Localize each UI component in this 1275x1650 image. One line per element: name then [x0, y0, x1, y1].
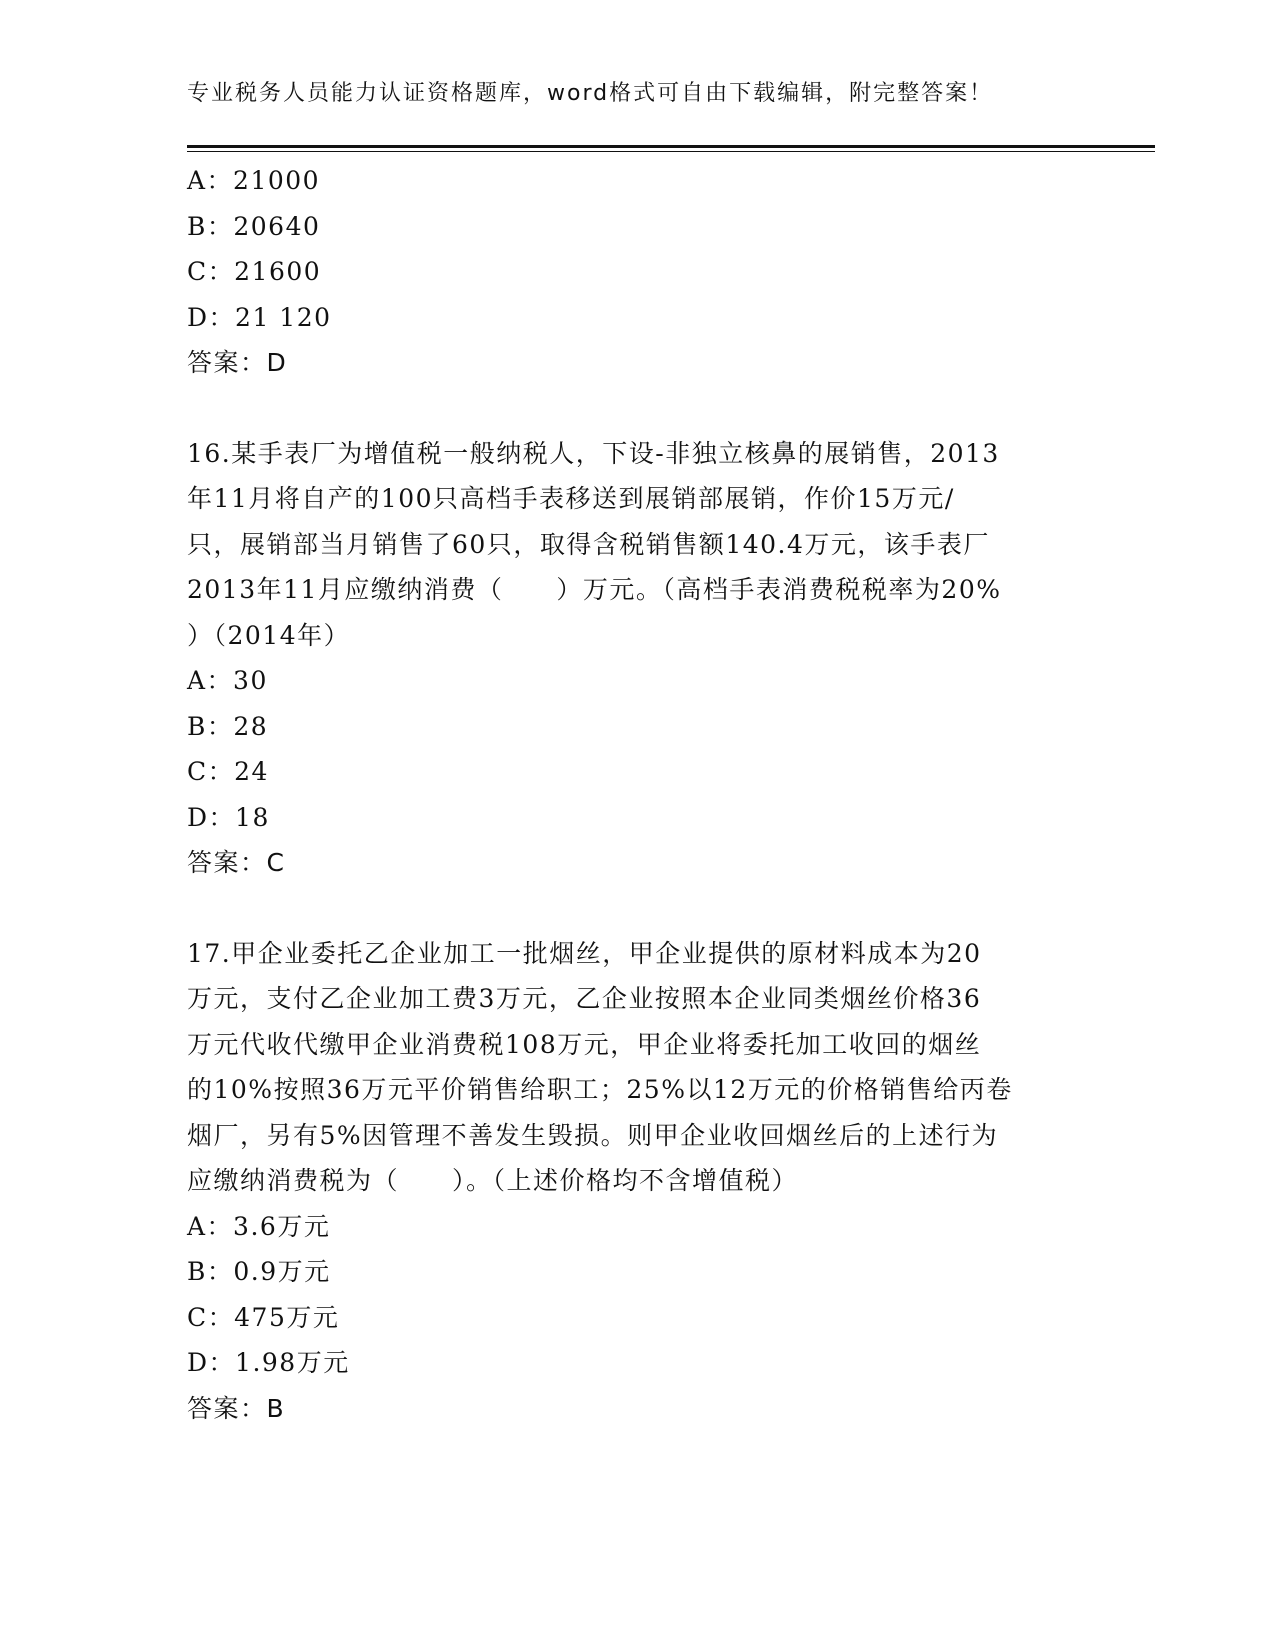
q16-answer: 答案：C [187, 848, 286, 877]
q16-text-line: ）（2014年） [187, 620, 351, 650]
q16-option-b: B：28 [187, 711, 269, 741]
q15-answer: 答案：D [187, 348, 288, 377]
page-header: 专业税务人员能力认证资格题库，word格式可自由下载编辑，附完整答案！ [187, 81, 994, 106]
question-16 [187, 431, 1087, 886]
q17-text-line: 应缴纳消费税为（ ）。（上述价格均不含增值税） [187, 1166, 799, 1195]
q16-option-d: D：18 [187, 802, 270, 832]
q17-text-line: 烟厂，另有5%因管理不善发生毁损。则甲企业收回烟丝后的上述行为 [187, 1120, 999, 1150]
spacer [187, 386, 1087, 431]
q16-text-line: 只，展销部当月销售了60只，取得含税销售额140.4万元，该手表厂 [187, 529, 990, 559]
q17-option-c: C：475万元 [187, 1302, 340, 1332]
q15-option-c: C：21600 [187, 257, 322, 286]
q16-option-c: C：24 [187, 757, 269, 786]
q16-text-line: 16.某手表厂为增值税一般纳税人，下设-非独立核鼻的展销售，2013 [187, 438, 1000, 468]
document-body [187, 158, 1087, 1431]
question-17 [187, 931, 1087, 1432]
q17-answer: 答案：B [187, 1393, 286, 1423]
q15-option-d: D：21 120 [187, 302, 332, 332]
q16-text-line: 年11月将自产的100只高档手表移送到展销部展销，作价15万元/ [187, 484, 955, 513]
q15-option-a: A：21000 [187, 166, 321, 195]
q16-text-line: 2013年11月应缴纳消费（ ）万元。（高档手表消费税税率为20% [187, 575, 1002, 604]
q17-text-line: 的10%按照36万元平价销售给职工；25%以12万元的价格销售给丙卷 [187, 1075, 1013, 1104]
header-rule-thick [187, 145, 1155, 148]
q17-text-line: 17.甲企业委托乙企业加工一批烟丝，甲企业提供的原材料成本为20 [187, 938, 982, 968]
header-rule-thin [187, 151, 1155, 152]
q15-option-b: B：20640 [187, 211, 321, 241]
q17-option-d: D：1.98万元 [187, 1348, 350, 1377]
question-15-tail [187, 158, 1087, 386]
spacer [187, 886, 1087, 931]
q16-option-a: A：30 [187, 666, 268, 695]
q17-text-line: 万元代收代缴甲企业消费税108万元，甲企业将委托加工收回的烟丝 [187, 1029, 982, 1059]
q17-option-b: B：0.9万元 [187, 1257, 331, 1286]
q17-option-a: A：3.6万元 [187, 1211, 331, 1241]
q17-text-line: 万元，支付乙企业加工费3万元，乙企业按照本企业同类烟丝价格36 [187, 984, 982, 1013]
